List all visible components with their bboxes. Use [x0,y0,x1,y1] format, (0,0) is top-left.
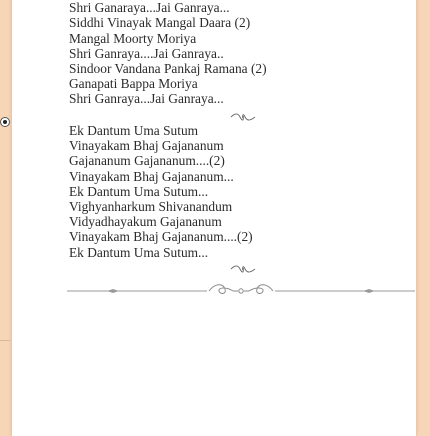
lyric-line: Shri Ganraya....Jai Ganraya.. [69,46,267,61]
flourish-icon [229,112,257,122]
lyric-line: Shri Ganraya...Jai Ganraya... [69,91,267,106]
scroll-divider-icon [67,281,415,301]
lyric-line: Vinayakam Bhaj Gajananum... [69,169,253,184]
lyric-line: Mangal Moorty Moriya [69,31,267,46]
edge-marker [0,340,10,341]
stanza-2 [69,123,253,260]
lyric-line: Shri Ganaraya...Jai Ganraya... [69,0,267,15]
page-handle-icon[interactable] [0,117,10,127]
lyric-line: Ek Dantum Uma Sutum [69,123,253,138]
lyric-line: Sindoor Vandana Pankaj Ramana (2) [69,61,267,76]
lyric-line: Gajananum Gajananum....(2) [69,153,253,168]
lyric-line: Vidyadhayakum Gajananum [69,214,253,229]
lyric-line: Siddhi Vinayak Mangal Daara (2) [69,15,267,30]
lyric-line: Vighyanharkum Shivanandum [69,199,253,214]
stanza-1 [69,0,267,107]
lyric-line: Ek Dantum Uma Sutum... [69,184,253,199]
flourish-icon [229,264,257,274]
lyric-line: Vinayakam Bhaj Gajananum....(2) [69,229,253,244]
lyric-line: Vinayakam Bhaj Gajananum [69,138,253,153]
lyric-line: Ek Dantum Uma Sutum... [69,245,253,260]
lyric-line: Ganapati Bappa Moriya [69,76,267,91]
document-page [12,0,416,436]
